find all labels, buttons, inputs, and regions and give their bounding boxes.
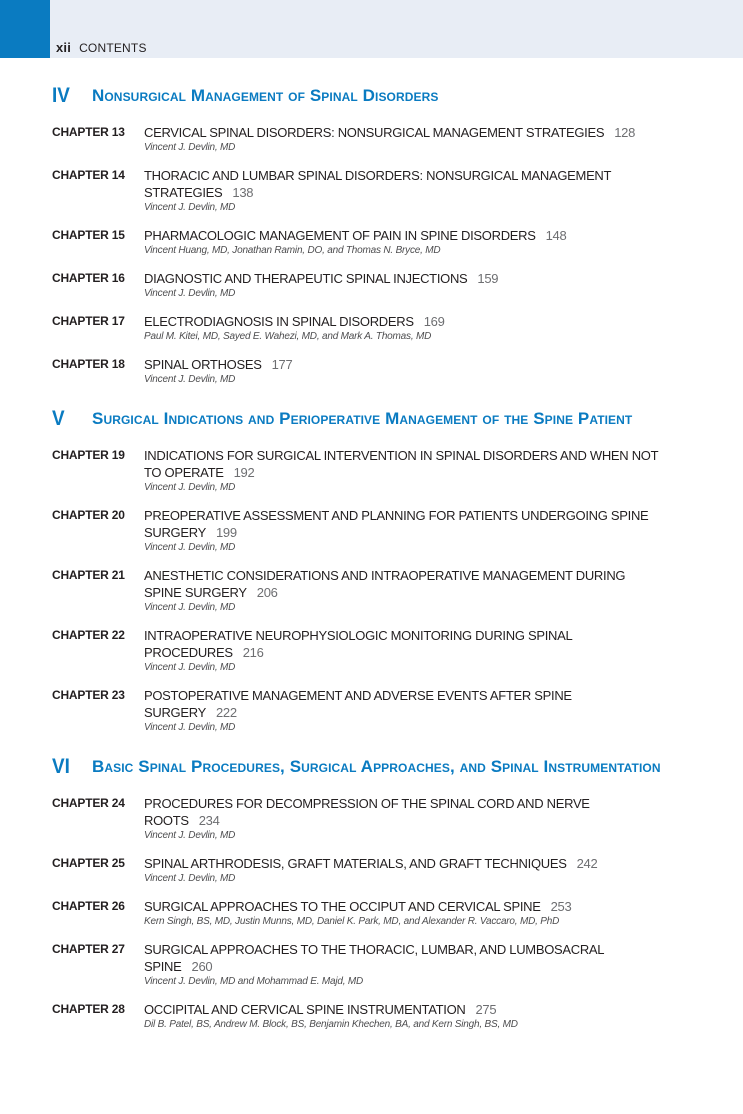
chapter-page-number: 242 <box>576 856 598 871</box>
chapter-title: INDICATIONS FOR SURGICAL INTERVENTION IN SPINAL DISORDERS AND WHEN NOT TO OPERATE <box>144 448 658 480</box>
chapter-authors: Paul M. Kitei, MD, Sayed E. Wahezi, MD, and Mark A. Thomas, MD <box>144 331 432 342</box>
chapter-authors: Vincent J. Devlin, MD <box>144 142 236 153</box>
toc-entry[interactable] <box>0 795 743 842</box>
chapter-label: CHAPTER 17 <box>52 314 125 328</box>
chapter-page-number: 234 <box>198 813 220 828</box>
header-color-tab <box>0 0 50 58</box>
toc-entry[interactable] <box>0 567 743 614</box>
chapter-page-number: 128 <box>614 125 636 140</box>
chapter-title: SPINAL ARTHRODESIS, GRAFT MATERIALS, AND GRAFT TECHNIQUES <box>144 856 567 871</box>
chapter-title: CERVICAL SPINAL DISORDERS: NONSURGICAL MANAGEMENT STRATEGIES <box>144 125 605 140</box>
chapter-title-line <box>144 687 664 721</box>
part-number: V <box>52 407 65 430</box>
part-number: IV <box>52 84 70 107</box>
chapter-title-line <box>144 507 664 541</box>
chapter-label: CHAPTER 19 <box>52 448 125 462</box>
chapter-title-line <box>144 313 664 330</box>
part-title: Nonsurgical Management of Spinal Disorders <box>92 86 439 105</box>
toc-content <box>0 84 743 1044</box>
chapter-title: PROCEDURES FOR DECOMPRESSION OF THE SPINAL CORD AND NERVE ROOTS <box>144 796 590 828</box>
chapter-page-number: 138 <box>232 185 254 200</box>
chapter-label: CHAPTER 28 <box>52 1002 125 1016</box>
toc-entry[interactable] <box>0 855 743 885</box>
chapter-page-number: 275 <box>475 1002 497 1017</box>
chapter-title-line <box>144 124 664 141</box>
chapter-title-line <box>144 167 664 201</box>
chapter-title-line <box>144 898 664 915</box>
toc-entry[interactable] <box>0 447 743 494</box>
chapter-label: CHAPTER 23 <box>52 688 125 702</box>
chapter-title-line <box>144 855 664 872</box>
chapter-page-number: 260 <box>191 959 213 974</box>
chapter-label: CHAPTER 16 <box>52 271 125 285</box>
chapter-title: POSTOPERATIVE MANAGEMENT AND ADVERSE EVENTS AFTER SPINE SURGERY <box>144 688 572 720</box>
chapter-page-number: 159 <box>477 271 499 286</box>
toc-entry[interactable] <box>0 167 743 214</box>
chapter-title: SPINAL ORTHOSES <box>144 357 262 372</box>
chapter-page-number: 199 <box>215 525 237 540</box>
toc-entry[interactable] <box>0 941 743 988</box>
chapter-authors: Vincent J. Devlin, MD <box>144 830 236 841</box>
part-heading <box>52 84 743 108</box>
page-number: xii <box>56 40 72 55</box>
toc-entry[interactable] <box>0 124 743 154</box>
toc-entry[interactable] <box>0 898 743 928</box>
part-number: VI <box>52 755 70 778</box>
part-heading <box>52 407 743 431</box>
chapter-title: INTRAOPERATIVE NEUROPHYSIOLOGIC MONITORING DURING SPINAL PROCEDURES <box>144 628 572 660</box>
chapter-title-line <box>144 447 664 481</box>
toc-entry[interactable] <box>0 227 743 257</box>
chapter-label: CHAPTER 18 <box>52 357 125 371</box>
chapter-authors: Vincent J. Devlin, MD <box>144 288 236 299</box>
toc-entry[interactable] <box>0 627 743 674</box>
chapter-title: SURGICAL APPROACHES TO THE THORACIC, LUMBAR, AND LUMBOSACRAL SPINE <box>144 942 604 974</box>
chapter-label: CHAPTER 25 <box>52 856 125 870</box>
chapter-authors: Vincent Huang, MD, Jonathan Ramin, DO, and Thomas N. Bryce, MD <box>144 245 441 256</box>
chapter-title: PREOPERATIVE ASSESSMENT AND PLANNING FOR PATIENTS UNDERGOING SPINE SURGERY <box>144 508 649 540</box>
toc-entry[interactable] <box>0 687 743 734</box>
chapter-title: OCCIPITAL AND CERVICAL SPINE INSTRUMENTATION <box>144 1002 466 1017</box>
toc-entry[interactable] <box>0 270 743 300</box>
chapter-title: ANESTHETIC CONSIDERATIONS AND INTRAOPERATIVE MANAGEMENT DURING SPINE SURGERY <box>144 568 626 600</box>
chapter-title-line <box>144 356 664 373</box>
chapter-authors: Vincent J. Devlin, MD and Mohammad E. Majd, MD <box>144 976 364 987</box>
running-head-label: CONTENTS <box>79 41 147 55</box>
chapter-page-number: 216 <box>242 645 264 660</box>
chapter-title-line <box>144 270 664 287</box>
chapter-label: CHAPTER 15 <box>52 228 125 242</box>
chapter-authors: Vincent J. Devlin, MD <box>144 482 236 493</box>
chapter-title-line <box>144 1001 664 1018</box>
chapter-label: CHAPTER 21 <box>52 568 125 582</box>
chapter-page-number: 253 <box>550 899 572 914</box>
chapter-title-line <box>144 627 664 661</box>
toc-entry[interactable] <box>0 1001 743 1031</box>
chapter-title: ELECTRODIAGNOSIS IN SPINAL DISORDERS <box>144 314 414 329</box>
part-title: Surgical Indications and Perioperative Management of the Spine Patient <box>92 409 633 428</box>
chapter-authors: Kern Singh, BS, MD, Justin Munns, MD, Daniel K. Park, MD, and Alexander R. Vaccaro, MD, PhD <box>144 916 560 927</box>
chapter-page-number: 169 <box>423 314 445 329</box>
toc-entry[interactable] <box>0 313 743 343</box>
chapter-label: CHAPTER 13 <box>52 125 125 139</box>
chapter-title-line <box>144 941 664 975</box>
chapter-page-number: 206 <box>256 585 278 600</box>
toc-entry[interactable] <box>0 356 743 386</box>
chapter-page-number: 177 <box>271 357 293 372</box>
chapter-authors: Vincent J. Devlin, MD <box>144 722 236 733</box>
chapter-authors: Vincent J. Devlin, MD <box>144 374 236 385</box>
chapter-page-number: 222 <box>215 705 237 720</box>
chapter-title-line <box>144 567 664 601</box>
chapter-title: DIAGNOSTIC AND THERAPEUTIC SPINAL INJECTIONS <box>144 271 468 286</box>
chapter-title: SURGICAL APPROACHES TO THE OCCIPUT AND CERVICAL SPINE <box>144 899 541 914</box>
chapter-title-line <box>144 227 664 244</box>
toc-entry[interactable] <box>0 507 743 554</box>
chapter-label: CHAPTER 20 <box>52 508 125 522</box>
chapter-label: CHAPTER 27 <box>52 942 125 956</box>
chapter-label: CHAPTER 22 <box>52 628 125 642</box>
chapter-title: THORACIC AND LUMBAR SPINAL DISORDERS: NONSURGICAL MANAGEMENT STRATEGIES <box>144 168 611 200</box>
chapter-authors: Vincent J. Devlin, MD <box>144 202 236 213</box>
part-heading <box>52 755 743 779</box>
chapter-page-number: 192 <box>233 465 255 480</box>
chapter-authors: Vincent J. Devlin, MD <box>144 602 236 613</box>
chapter-authors: Vincent J. Devlin, MD <box>144 542 236 553</box>
chapter-label: CHAPTER 26 <box>52 899 125 913</box>
chapter-authors: Dil B. Patel, BS, Andrew M. Block, BS, Benjamin Khechen, BA, and Kern Singh, BS, MD <box>144 1019 518 1030</box>
chapter-label: CHAPTER 24 <box>52 796 125 810</box>
chapter-authors: Vincent J. Devlin, MD <box>144 662 236 673</box>
chapter-label: CHAPTER 14 <box>52 168 125 182</box>
running-head <box>56 40 147 55</box>
chapter-authors: Vincent J. Devlin, MD <box>144 873 236 884</box>
part-title: Basic Spinal Procedures, Surgical Approaches, and Spinal Instrumentation <box>92 757 661 776</box>
chapter-page-number: 148 <box>545 228 567 243</box>
chapter-title: PHARMACOLOGIC MANAGEMENT OF PAIN IN SPINE DISORDERS <box>144 228 536 243</box>
chapter-title-line <box>144 795 664 829</box>
